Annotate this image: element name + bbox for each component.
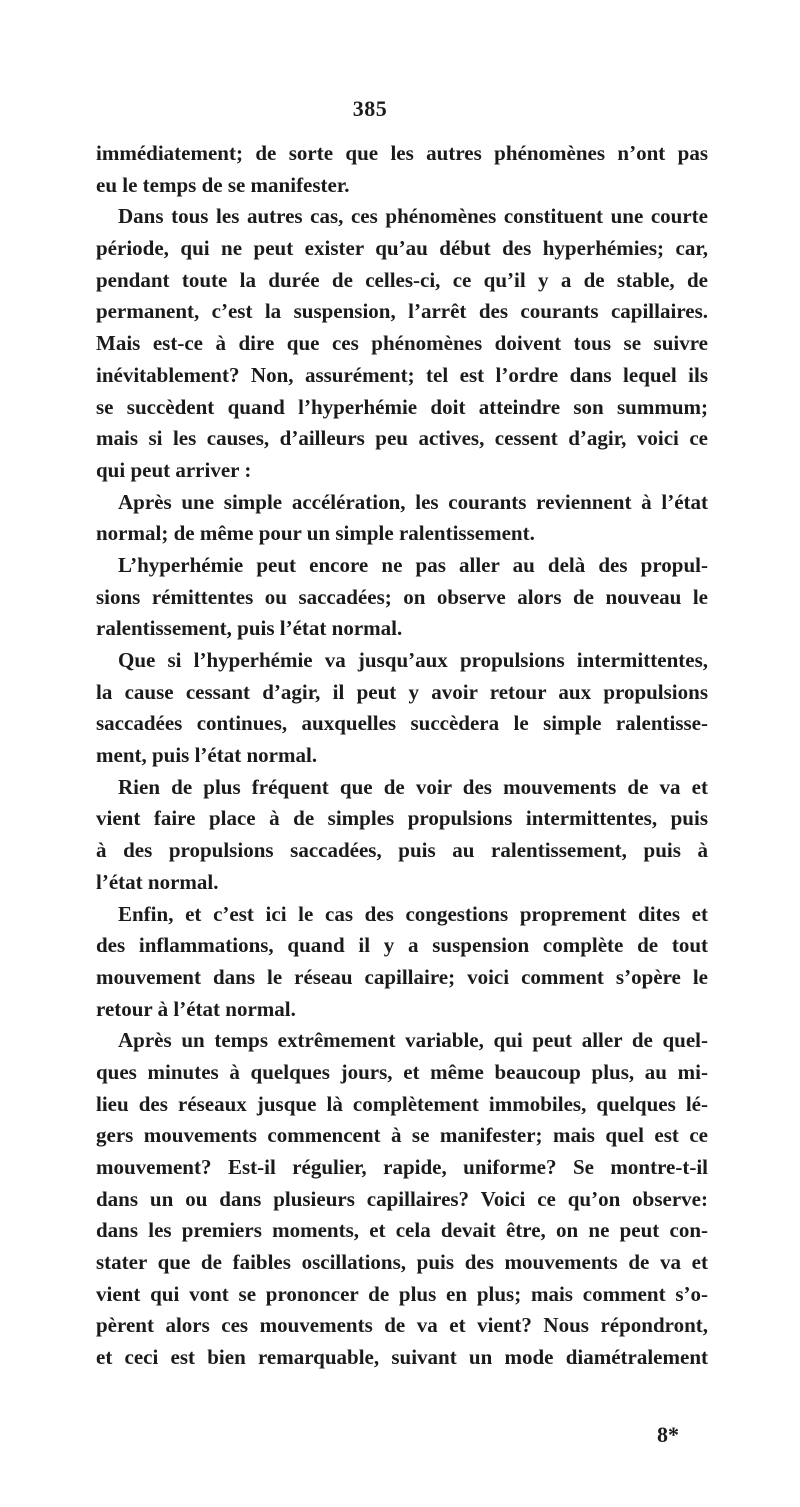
- text-line: pèrent alors ces mouvements de va et vient? Nous répondront,: [96, 1313, 708, 1338]
- signature-mark: 8*: [657, 1422, 679, 1447]
- text-line: eu le temps de se manifester.: [96, 172, 350, 197]
- text-line: ralentissement, puis l’état normal.: [96, 616, 403, 641]
- text-line: permanent, c’est la suspension, l’arrêt des courants capillaires.: [96, 299, 708, 324]
- text-line: L’hyperhémie peut encore ne pas aller au delà des propul-: [118, 552, 708, 577]
- text-line: saccadées continues, auxquelles succèdera le simple ralentisse-: [96, 711, 708, 736]
- text-line: mouvement dans le réseau capillaire; voici comment s’opère le: [96, 964, 708, 989]
- text-line: Après un temps extrêmement variable, qui peut aller de quel-: [118, 1028, 708, 1053]
- text-line: normal; de même pour un simple ralentissement.: [96, 521, 535, 546]
- text-line: Mais est-ce à dire que ces phénomènes doivent tous se suivre: [96, 331, 708, 356]
- text-line: Que si l’hyperhémie va jusqu’aux propulsions intermittentes,: [118, 648, 708, 672]
- page-number: 385: [352, 96, 388, 121]
- text-line: vient faire place à de simples propulsions intermittentes, puis: [96, 806, 708, 831]
- text-line: stater que de faibles oscillations, puis des mouvements de va et: [96, 1250, 708, 1275]
- text-line: immédiatement; de sorte que les autres phénomènes n’ont pas: [96, 141, 708, 165]
- text-line: se succèdent quand l’hyperhémie doit atteindre son summum;: [96, 394, 708, 419]
- text-line: Dans tous les autres cas, ces phénomènes constituent une courte: [118, 204, 708, 229]
- text-line: dans les premiers moments, et cela devait être, on ne peut con-: [96, 1218, 708, 1243]
- text-line: ques minutes à quelques jours, et même beaucoup plus, au mi-: [96, 1059, 708, 1084]
- text-line: retour à l’état normal.: [96, 996, 296, 1021]
- text-line: la cause cessant d’agir, il peut y avoir retour aux propulsions: [96, 679, 708, 704]
- text-line: des inflammations, quand il y a suspension complète de tout: [96, 933, 708, 958]
- text-line: lieu des réseaux jusque là complètement immobiles, quelques lé-: [96, 1091, 708, 1116]
- text-line: inévitablement? Non, assurément; tel est l’ordre dans lequel ils: [96, 362, 708, 387]
- text-line: Après une simple accélération, les courants reviennent à l’état: [118, 489, 708, 514]
- text-line: et ceci est bien remarquable, suivant un mode diamétralement: [96, 1345, 708, 1370]
- text-line: gers mouvements commencent à se manifester; mais quel est ce: [96, 1123, 708, 1148]
- text-line: Enfin, et c’est ici le cas des congestions proprement dites et: [118, 901, 708, 926]
- text-line: période, qui ne peut exister qu’au début des hyperhémies; car,: [96, 236, 708, 261]
- text-line: vient qui vont se prononcer de plus en plus; mais comment s’o-: [96, 1281, 708, 1306]
- text-line: à des propulsions saccadées, puis au ralentissement, puis à: [96, 838, 708, 863]
- text-line: ment, puis l’état normal.: [96, 743, 318, 768]
- text-line: qui peut arriver :: [96, 457, 252, 482]
- text-line: Rien de plus fréquent que de voir des mouvements de va et: [118, 774, 708, 799]
- text-line: sions rémittentes ou saccadées; on observe alors de nouveau le: [96, 584, 708, 609]
- text-line: dans un ou dans plusieurs capillaires? Voici ce qu’on observe:: [96, 1186, 708, 1211]
- text-line: pendant toute la durée de celles-ci, ce qu’il y a de stable, de: [96, 267, 708, 292]
- text-line: mouvement? Est-il régulier, rapide, uniforme? Se montre-t-il: [96, 1155, 708, 1179]
- text-line: mais si les causes, d’ailleurs peu actives, cessent d’agir, voici ce: [96, 426, 708, 451]
- text-line: l’état normal.: [96, 869, 219, 894]
- body-text: [96, 138, 708, 1374]
